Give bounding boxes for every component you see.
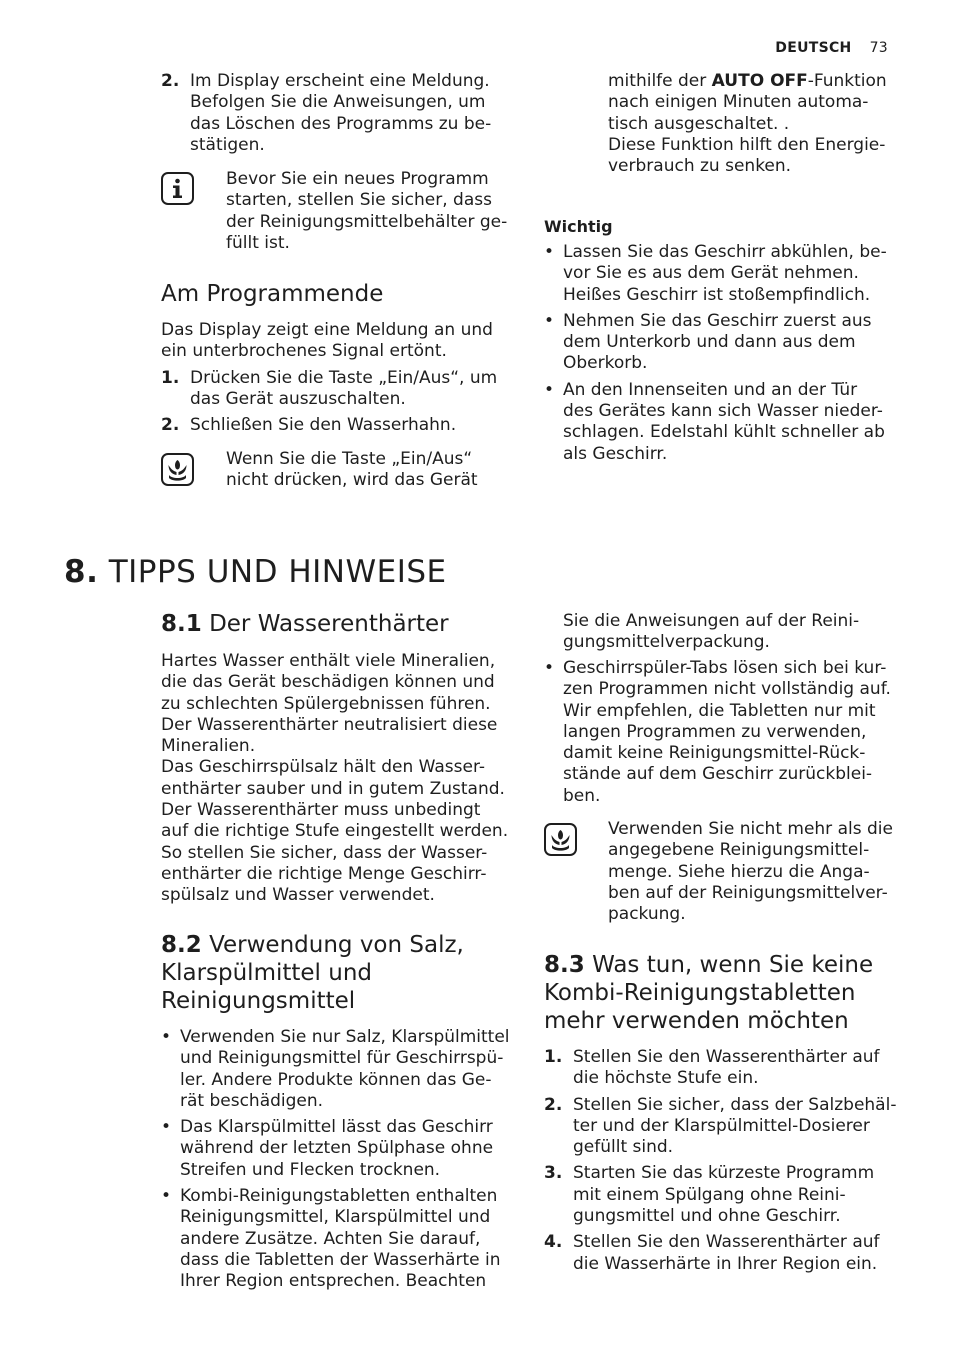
step-number: 4. <box>544 1232 563 1253</box>
bullet: • <box>161 1027 172 1047</box>
page-header <box>775 40 888 56</box>
step-2-delete-program <box>161 71 521 161</box>
heading-line: mehr verwenden möchten <box>544 1008 849 1034</box>
text-line: Diese Funktion hilft den Energie- <box>608 134 886 155</box>
text-line: die das Gerät beschädigen können und <box>161 672 495 693</box>
auto-off-continuation <box>608 71 908 177</box>
text-line: die Wasserhärte in Ihrer Region ein. <box>573 1253 878 1274</box>
text-line: ben auf der Reinigungsmittelver- <box>608 882 888 903</box>
list-item <box>544 311 904 375</box>
text-line: Verwenden Sie nur Salz, Klarspülmittel <box>180 1027 510 1047</box>
text-line: Stellen Sie sicher, dass der Salzbehäl- <box>573 1094 897 1115</box>
heading-am-programmende: Am Programmende <box>161 281 384 307</box>
numbered-step <box>544 1047 909 1090</box>
bullet: • <box>544 379 555 400</box>
bullet: • <box>161 1186 172 1207</box>
text-line: spülsalz und Wasser verwendet. <box>161 885 435 906</box>
text-line: angegebene Reinigungsmittel- <box>608 840 870 861</box>
section-title: Der Wasserenthärter <box>209 611 449 637</box>
numbered-step <box>161 368 521 411</box>
text-line: dass die Tabletten der Wasserhärte in <box>180 1249 501 1270</box>
text-line: tisch ausgeschaltet. . <box>608 113 790 134</box>
text-line: und Reinigungsmittel für Geschirrspü- <box>180 1048 504 1069</box>
text-line: Das Geschirrspülsalz hält den Wasser- <box>161 757 486 778</box>
text-line: des Gerätes kann sich Wasser nieder- <box>563 401 883 422</box>
s82-list <box>161 1027 526 1298</box>
text-line: das Gerät auszuschalten. <box>190 388 406 409</box>
numbered-step <box>161 415 521 436</box>
text-line: Sie die Anweisungen auf der Reini- <box>563 611 860 631</box>
text-line: Lassen Sie das Geschirr abkühlen, be- <box>563 242 887 262</box>
text-line: Stellen Sie den Wasserenthärter auf <box>573 1232 880 1253</box>
text-line: Hartes Wasser enthält viele Mineralien, <box>161 651 496 671</box>
numbered-step <box>544 1232 909 1275</box>
step-number: 1. <box>544 1047 563 1067</box>
text-line: verbrauch zu senken. <box>608 156 792 177</box>
text-line: Verwenden Sie nicht mehr als die <box>608 819 893 839</box>
bullet: • <box>544 310 555 331</box>
bullet: • <box>161 1117 172 1138</box>
environment-leaf-icon <box>544 823 577 856</box>
text-line: Wenn Sie die Taste „Ein/Aus“ <box>226 449 473 469</box>
step-number: 1. <box>161 367 180 388</box>
text-line: gungsmittel und ohne Geschirr. <box>573 1206 841 1227</box>
environment-note-top <box>226 449 526 492</box>
text-line: Mineralien. <box>161 736 256 757</box>
text-line: ein unterbrochenes Signal ertönt. <box>161 341 447 362</box>
section-title-part: Verwendung von Salz, <box>209 932 464 958</box>
text-line: menge. Siehe hierzu die Anga- <box>608 861 870 882</box>
info-icon <box>161 172 194 205</box>
step-number: 3. <box>544 1163 563 1184</box>
text-line: während der letzten Spülphase ohne <box>180 1138 494 1159</box>
text-line: Schließen Sie den Wasserhahn. <box>190 415 457 436</box>
text-line: der Reinigungsmittelbehälter ge- <box>226 211 508 232</box>
list-item <box>161 1117 526 1181</box>
tabs-list <box>544 658 909 812</box>
text-line: langen Programmen zu verwenden, <box>563 721 867 742</box>
bullet: • <box>544 242 555 262</box>
text-line: schlagen. Edelstahl kühlt schneller ab <box>563 422 885 443</box>
text-line: Der Wasserenthärter neutralisiert diese <box>161 714 498 735</box>
text-line: als Geschirr. <box>563 443 668 464</box>
chapter-title: TIPPS UND HINWEISE <box>108 554 447 590</box>
text-line: Drücken Sie die Taste „Ein/Aus“, um <box>190 367 498 388</box>
list-item <box>161 1186 526 1292</box>
text-line: ler. Andere Produkte können das Ge- <box>180 1069 492 1090</box>
text-line: enthärter sauber und in gutem Zustand. <box>161 778 505 799</box>
text-line: Das Klarspülmittel lässt das Geschirr <box>180 1117 493 1138</box>
text-line: Oberkorb. <box>563 353 648 374</box>
text-line: dem Unterkorb und dann aus dem <box>563 332 856 353</box>
text-line: Stellen Sie den Wasserenthärter auf <box>573 1047 880 1067</box>
text-line: das Löschen des Programms zu be- <box>190 113 492 134</box>
numbered-step <box>544 1163 909 1227</box>
heading-8-2 <box>161 931 531 1015</box>
text-line: Geschirrspüler-Tabs lösen sich bei kur- <box>563 658 887 678</box>
text-line: Starten Sie das kürzeste Programm <box>573 1163 875 1184</box>
list-item <box>161 1027 526 1112</box>
section-number: 8.2 <box>161 932 202 958</box>
auto-off-label: AUTO OFF <box>711 71 808 91</box>
page-number: 73 <box>869 40 888 56</box>
text-line: enthärter die richtige Menge Geschirr- <box>161 863 487 884</box>
list-item <box>544 380 904 465</box>
text-line: Heißes Geschirr ist stoßempfindlich. <box>563 284 871 305</box>
text-line: nach einigen Minuten automa- <box>608 92 869 113</box>
text-line: Bevor Sie ein neues Programm <box>226 169 489 189</box>
text-line: auf die richtige Stufe eingestellt werden. <box>161 821 509 842</box>
text-line: Reinigungsmittel, Klarspülmittel und <box>180 1207 491 1228</box>
text-line: Das Display zeigt eine Meldung an und <box>161 320 493 340</box>
numbered-step <box>544 1095 909 1159</box>
text-line <box>608 71 908 92</box>
heading-8-3 <box>544 951 914 1035</box>
text-line: stätigen. <box>190 134 265 155</box>
text-line: Kombi-Reinigungstabletten enthalten <box>180 1186 498 1207</box>
heading-line <box>161 931 531 959</box>
text-line: die höchste Stufe ein. <box>573 1068 759 1089</box>
text-line: Der Wasserenthärter muss unbedingt <box>161 800 481 821</box>
text-line: Im Display erscheint eine Meldung. <box>190 71 490 91</box>
text-line: stände auf dem Geschirr zurückblei- <box>563 764 873 785</box>
info-note <box>226 169 526 254</box>
s81-body <box>161 651 526 907</box>
text-line: mit einem Spülgang ohne Reini- <box>573 1184 846 1205</box>
text-line: damit keine Reinigungsmittel-Rück- <box>563 743 866 764</box>
step-number: 2. <box>161 71 180 91</box>
section-number: 8.3 <box>544 952 585 978</box>
text-fragment: mithilfe der <box>608 71 712 91</box>
text-line: ben. <box>563 785 601 806</box>
text-line: An den Innenseiten und an der Tür <box>563 379 858 400</box>
chapter-number: 8. <box>64 554 99 590</box>
am-programmende-body <box>161 320 521 441</box>
step-number: 2. <box>161 415 180 436</box>
text-line: packung. <box>608 904 686 925</box>
text-line: zen Programmen nicht vollständig auf. <box>563 679 891 700</box>
section-number: 8.1 <box>161 611 202 637</box>
environment-note-detergent <box>608 819 908 925</box>
text-line: Ihrer Region entsprechen. Beachten <box>180 1271 487 1292</box>
text-line: ter und der Klarspülmittel-Dosierer <box>573 1115 870 1136</box>
text-line: starten, stellen Sie sicher, dass <box>226 190 492 211</box>
text-line: andere Zusätze. Achten Sie darauf, <box>180 1228 481 1249</box>
header-section: DEUTSCH <box>775 40 852 56</box>
text-line: Nehmen Sie das Geschirr zuerst aus <box>563 310 872 331</box>
numbered-step <box>161 71 521 156</box>
text-line: Wir empfehlen, die Tabletten nur mit <box>563 700 876 721</box>
text-line: rät beschädigen. <box>180 1090 324 1111</box>
section-title-part: Was tun, wenn Sie keine <box>592 952 874 978</box>
wichtig-heading: Wichtig <box>544 217 613 236</box>
list-item <box>544 242 904 306</box>
list-item <box>544 658 909 807</box>
environment-leaf-icon <box>161 453 194 486</box>
s82-continuation <box>563 611 908 654</box>
heading-line: Kombi-Reinigungstabletten <box>544 980 856 1006</box>
heading-line <box>544 951 914 979</box>
text-line: So stellen Sie sicher, dass der Wasser- <box>161 842 488 863</box>
heading-line: Reinigungsmittel <box>161 988 356 1014</box>
text-line: Streifen und Flecken trocknen. <box>180 1159 441 1180</box>
text-line: vor Sie es aus dem Gerät nehmen. <box>563 263 859 284</box>
heading-8-1 <box>161 610 449 638</box>
bullet: • <box>544 658 555 678</box>
text-line: nicht drücken, wird das Gerät <box>226 470 478 491</box>
chapter-heading <box>64 554 447 590</box>
text-fragment: -Funktion <box>807 71 887 91</box>
wichtig-list <box>544 242 904 470</box>
text-line: Befolgen Sie die Anweisungen, um <box>190 92 486 113</box>
text-line: füllt ist. <box>226 232 290 253</box>
text-line: zu schlechten Spülergebnissen führen. <box>161 693 491 714</box>
text-line: gungsmittelverpackung. <box>563 632 770 653</box>
s83-steps <box>544 1047 909 1280</box>
step-number: 2. <box>544 1094 563 1115</box>
heading-line: Klarspülmittel und <box>161 960 373 986</box>
text-line: gefüllt sind. <box>573 1137 674 1158</box>
